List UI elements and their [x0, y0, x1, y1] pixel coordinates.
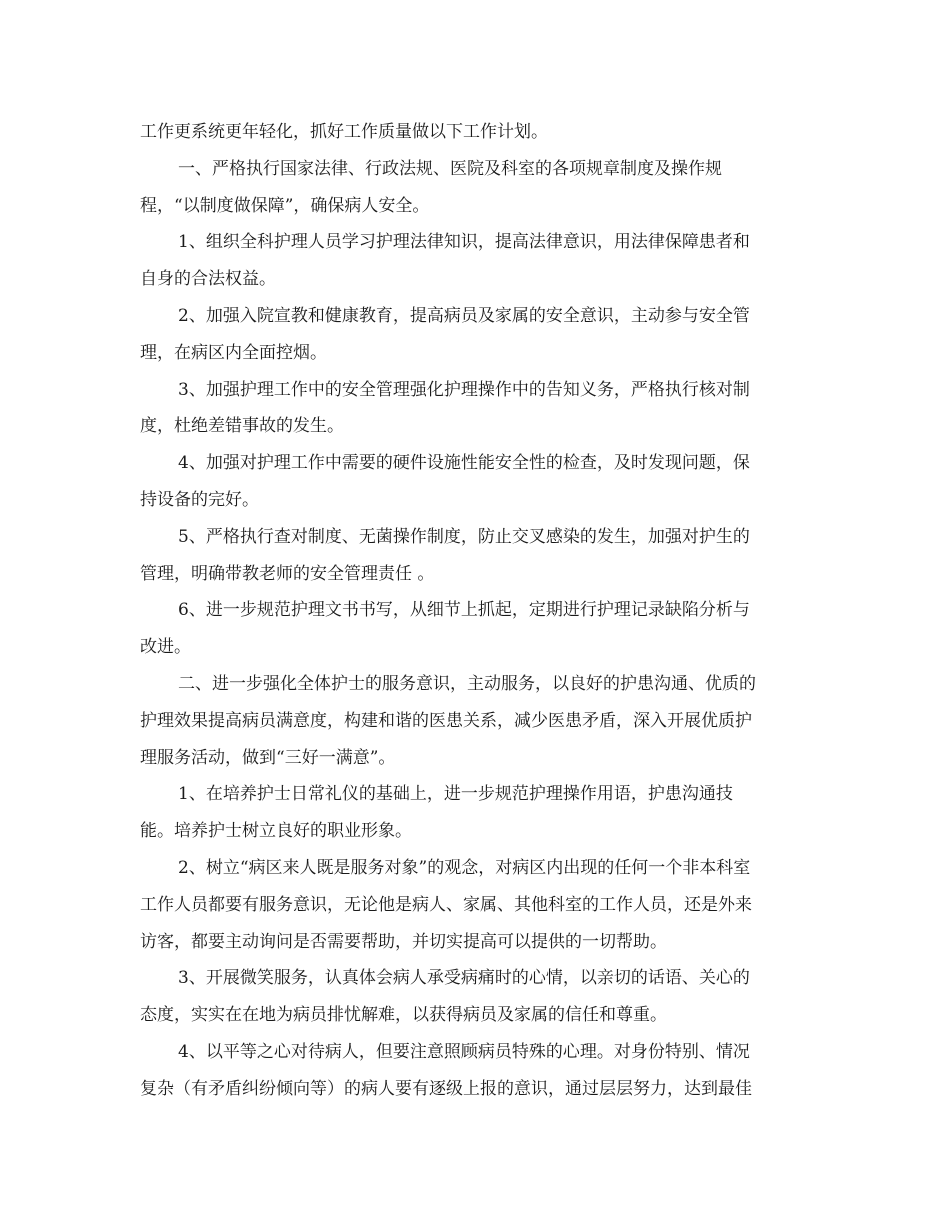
text-line: 管理，明确带教老师的安全管理责任 。 — [140, 563, 435, 584]
text-line: 3、开展微笑服务，认真体会病人承受病痛时的心情，以亲切的话语、关心的 — [178, 968, 750, 989]
text-line: 二、进一步强化全体护士的服务意识，主动服务，以良好的护患沟通、优质的 — [178, 673, 756, 694]
text-line: 一、严格执行国家法律、行政法规、医院及科室的各项规章制度及操作规 — [178, 158, 722, 179]
text-line: 2、树立“病区来人既是服务对象”的观念，对病区内出现的任何一个非本科室 — [178, 857, 751, 878]
text-line: 访客，都要主动询问是否需要帮助，并切实提高可以提供的一切帮助。 — [140, 931, 667, 952]
text-line: 5、严格执行查对制度、无菌操作制度，防止交叉感染的发生，加强对护生的 — [178, 526, 750, 547]
text-line: 2、加强入院宣教和健康教育，提高病员及家属的安全意识，主动参与安全管 — [178, 305, 750, 326]
text-line: 1、组织全科护理人员学习护理法律知识，提高法律意识，用法律保障患者和 — [178, 232, 750, 253]
text-line: 1、在培养护士日常礼仪的基础上，进一步规范护理操作用语，护患沟通技 — [178, 784, 733, 805]
text-line: 理服务活动，做到“三好一满意”。 — [140, 747, 396, 768]
text-line: 工作人员都要有服务意识，无论他是病人、家属、其他科室的工作人员，还是外来 — [140, 894, 752, 915]
text-line: 4、以平等之心对待病人，但要注意照顾病员特殊的心理。对身份特别、情况 — [178, 1041, 750, 1062]
text-line: 态度，实实在在地为病员排忧解难，以获得病员及家属的信任和尊重。 — [140, 1005, 667, 1026]
text-line: 理，在病区内全面控烟。 — [140, 342, 327, 363]
text-line: 程，“以制度做保障”，确保病人安全。 — [140, 195, 430, 216]
text-line: 护理效果提高病员满意度，构建和谐的医患关系，减少医患矛盾，深入开展优质护 — [140, 710, 752, 731]
text-line: 自身的合法权益。 — [140, 269, 276, 290]
text-line: 复杂（有矛盾纠纷倾向等）的病人要有逐级上报的意识，通过层层努力，达到最佳 — [140, 1078, 752, 1099]
text-line: 6、进一步规范护理文书书写，从细节上抓起，定期进行护理记录缺陷分析与 — [178, 600, 750, 621]
text-line: 改进。 — [140, 637, 191, 658]
text-line: 度，杜绝差错事故的发生。 — [140, 416, 344, 437]
document-body — [140, 114, 820, 1108]
text-line: 3、加强护理工作中的安全管理强化护理操作中的告知义务，严格执行核对制 — [178, 379, 750, 400]
text-line: 持设备的完好。 — [140, 489, 259, 510]
text-line: 工作更系统更年轻化，抓好工作质量做以下工作计划。 — [140, 122, 548, 142]
text-line: 4、加强对护理工作中需要的硬件设施性能安全性的检查，及时发现问题，保 — [178, 453, 750, 474]
text-line: 能。培养护士树立良好的职业形象。 — [140, 821, 412, 842]
